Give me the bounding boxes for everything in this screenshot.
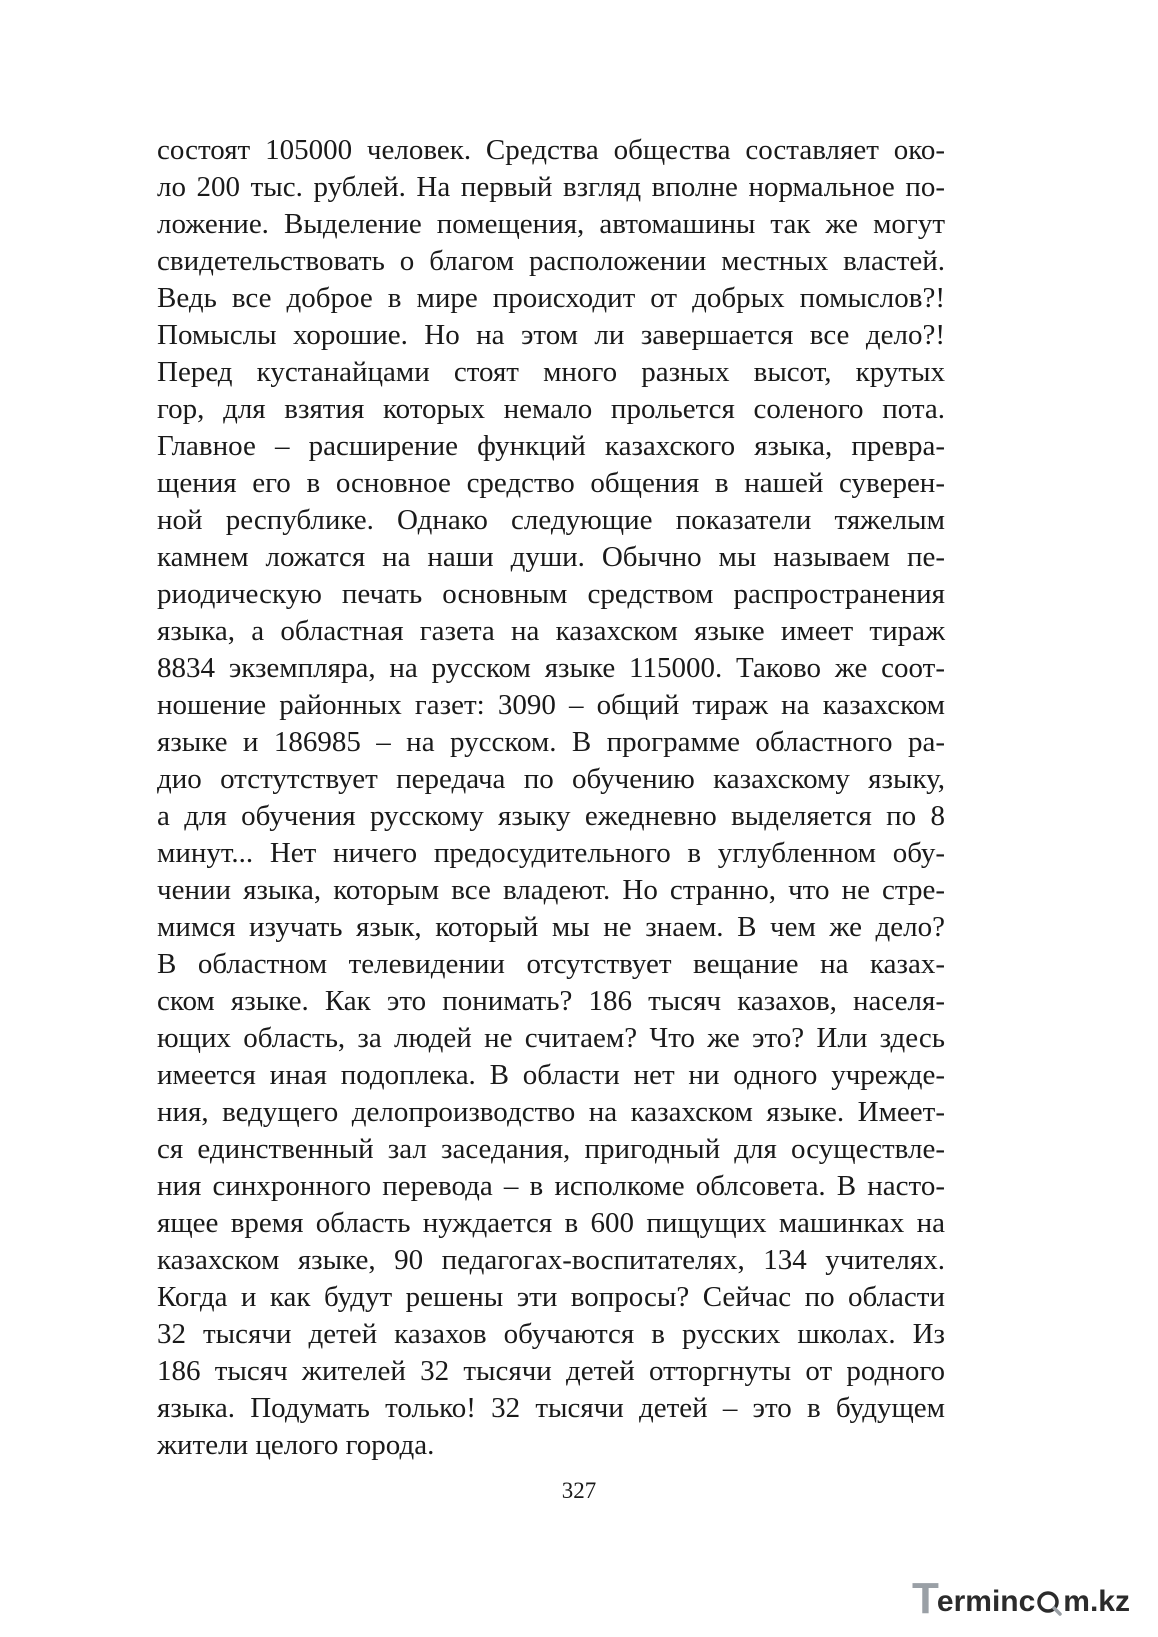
text-line: дио отстутствует передача по обучению казахскому языку,	[157, 763, 945, 795]
text-line: языка, а областная газета на казахском языке имеет тираж	[157, 615, 945, 647]
text-line: ющих область, за людей не считаем? Что же это? Или здесь	[157, 1022, 945, 1054]
text-line: Когда и как будут решены эти вопросы? Сейчас по области	[157, 1281, 945, 1313]
text-line: В областном телевидении отсутствует вещание на казах-	[157, 948, 945, 980]
text-line: гор, для взятия которых немало прольется соленого пота.	[157, 393, 945, 425]
watermark-text-part2: m.kz	[1063, 1585, 1130, 1618]
text-line: чении языка, которым все владеют. Но странно, что не стре-	[157, 874, 945, 906]
text-line: мимся изучать язык, который мы не знаем. В чем же дело?	[157, 911, 945, 943]
text-line: ло 200 тыс. рублей. На первый взгляд вполне нормальное по-	[157, 171, 945, 203]
text-line: камнем ложатся на наши души. Обычно мы называем пе-	[157, 541, 945, 573]
text-line: жители целого города.	[157, 1429, 435, 1461]
text-line: 186 тысяч жителей 32 тысячи детей отторгнуты от родного	[157, 1355, 945, 1387]
text-line: свидетельствовать о благом расположении местных властей.	[157, 245, 945, 277]
text-line: риодическую печать основным средством распространения	[157, 578, 945, 610]
text-line: Главное – расширение функций казахского языка, превра-	[157, 430, 945, 462]
text-line: ной республике. Однако следующие показатели тяжелым	[157, 504, 945, 536]
text-line: ящее время область нуждается в 600 пищущих машинках на	[157, 1207, 945, 1239]
text-line: минут... Нет ничего предосудительного в углубленном обу-	[157, 837, 945, 869]
text-line: ся единственный зал заседания, пригодный для осуществле-	[157, 1133, 945, 1165]
watermark-text	[937, 1585, 1130, 1619]
text-line: щения его в основное средство общения в нашей суверен-	[157, 467, 945, 499]
text-line: ния, ведущего делопроизводство на казахском языке. Имеет-	[157, 1096, 945, 1128]
text-line: имеется иная подоплека. В области нет ни одного учрежде-	[157, 1059, 945, 1091]
text-line: Ведь все доброе в мире происходит от добрых помыслов?!	[157, 282, 945, 314]
text-line: состоят 105000 человек. Средства общества составляет око-	[157, 134, 945, 166]
text-line: ния синхронного перевода – в исполкоме облсовета. В насто-	[157, 1170, 945, 1202]
text-line: казахском языке, 90 педагогах-воспитателях, 134 учителях.	[157, 1244, 945, 1276]
text-line: ношение районных газет: 3090 – общий тираж на казахском	[157, 689, 945, 721]
magnifier-o-icon	[1035, 1588, 1063, 1616]
page-number: 327	[561, 1478, 597, 1503]
text-line: Помыслы хорошие. Но на этом ли завершается все дело?!	[157, 319, 945, 351]
text-line: Перед кустанайцами стоят много разных высот, крутых	[157, 356, 945, 388]
text-line: 8834 экземпляра, на русском языке 115000. Таково же соот-	[157, 652, 945, 684]
watermark-text-part1: erminc	[936, 1585, 1036, 1618]
text-line: ском языке. Как это понимать? 186 тысяч казахов, населя-	[157, 985, 945, 1017]
body-text	[157, 132, 945, 1464]
text-line: ложение. Выделение помещения, автомашины так же могут	[157, 208, 945, 240]
text-line: языке и 186985 – на русском. В программе областного ра-	[157, 726, 945, 758]
text-line: языка. Подумать только! 32 тысячи детей – это в будущем	[157, 1392, 945, 1424]
termincom-watermark	[912, 1574, 1130, 1623]
text-line: а для обучения русскому языку ежедневно выделяется по 8	[157, 800, 945, 832]
text-line: 32 тысячи детей казахов обучаются в русских школах. Из	[157, 1318, 945, 1350]
watermark-first-letter: T	[912, 1574, 939, 1623]
